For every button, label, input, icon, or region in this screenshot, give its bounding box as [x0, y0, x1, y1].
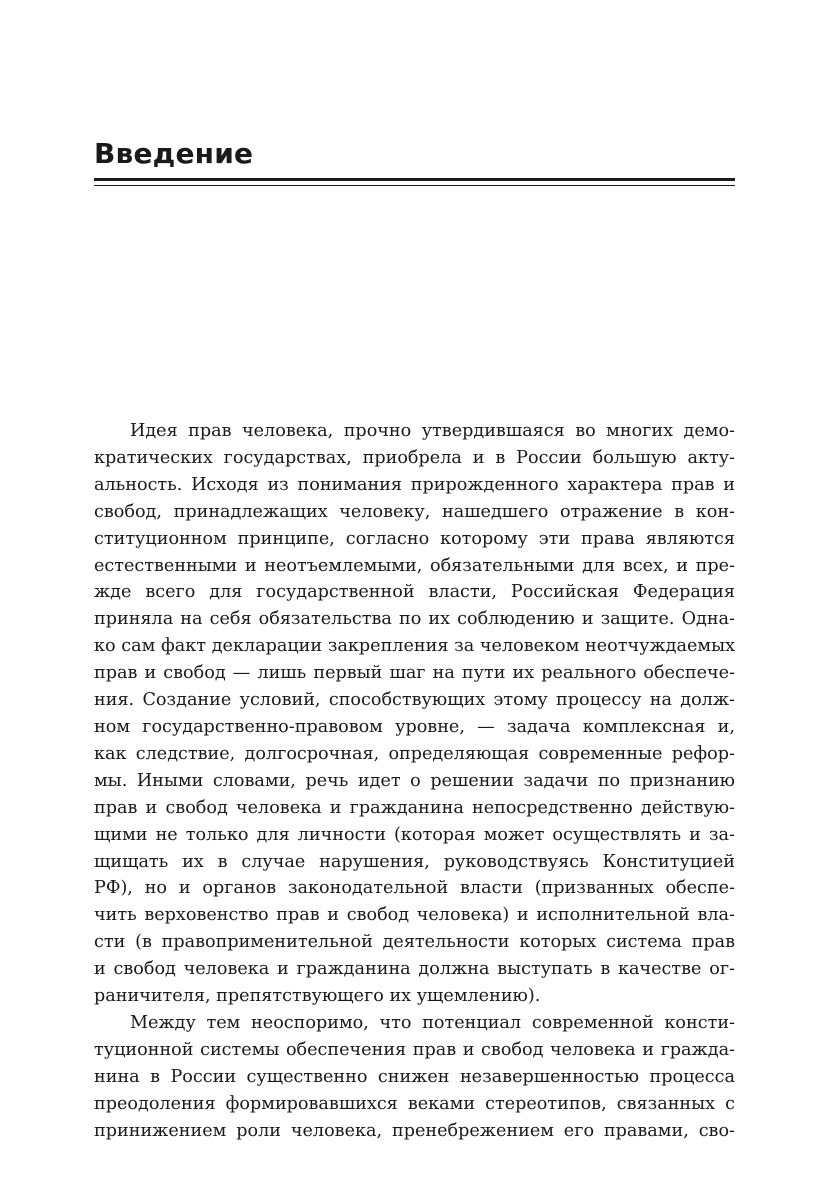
text-line: ституционном принципе, согласно которому эти права являются: [94, 528, 735, 549]
text-line: свобод, принадлежащих человеку, нашедшего отражение в кон-: [94, 501, 735, 522]
text-line: нина в России существенно снижен незавершенностью процесса: [94, 1066, 735, 1087]
text-line: прав и свобод — лишь первый шаг на пути их реального обеспече-: [94, 663, 735, 684]
text-line: щищать их в случае нарушения, руководствуясь Конституцией: [94, 851, 735, 872]
text-line: ния. Создание условий, способствующих этому процессу на долж-: [94, 690, 735, 711]
text-line: и свобод человека и гражданина должна выступать в качестве ог-: [94, 959, 735, 980]
text-line: альность. Исходя из понимания прирожденного характера прав и: [94, 474, 735, 495]
text-line: кратических государствах, приобрела и в России большую акту-: [94, 447, 735, 468]
text-line: принижением роли человека, пренебрежением его правами, сво-: [94, 1120, 735, 1141]
text-line: чить верховенство прав и свобод человека) и исполнительной вла-: [94, 905, 735, 926]
text-line: раничителя, препятствующего их ущемлению).: [94, 986, 541, 1007]
paragraph-2: [94, 1010, 735, 1145]
title-rule-thin: [94, 185, 735, 186]
title-rule-thick: [94, 178, 735, 181]
text-line: туционной системы обеспечения прав и свобод человека и гражда-: [94, 1039, 735, 1060]
text-line: ном государственно-правовом уровне, — задача комплексная и,: [94, 716, 735, 737]
text-line: Между тем неоспоримо, что потенциал современной консти-: [130, 1012, 735, 1033]
text-line: щими не только для личности (которая может осуществлять и за-: [94, 824, 735, 845]
text-line: ко сам факт декларации закрепления за человеком неотчуждаемых: [94, 636, 735, 657]
paragraph-1: [94, 418, 735, 1010]
page-title: Введение: [94, 137, 254, 170]
text-line: РФ), но и органов законодательной власти (призванных обеспе-: [94, 878, 735, 899]
text-line: приняла на себя обязательства по их соблюдению и защите. Одна-: [94, 609, 735, 630]
body-text: [94, 418, 735, 1144]
text-line: как следствие, долгосрочная, определяющая современные рефор-: [94, 743, 735, 764]
text-line: естественными и неотъемлемыми, обязательными для всех, и пре-: [94, 555, 735, 576]
text-line: Идея прав человека, прочно утвердившаяся во многих демо-: [130, 421, 735, 441]
text-line: преодоления формировавшихся веками стереотипов, связанных с: [94, 1093, 735, 1114]
text-line: жде всего для государственной власти, Российская Федерация: [94, 582, 735, 603]
text-line: сти (в правоприменительной деятельности которых система прав: [94, 932, 735, 953]
text-line: мы. Иными словами, речь идет о решении задачи по признанию: [94, 770, 735, 791]
text-line: прав и свобод человека и гражданина непосредственно действую-: [94, 797, 735, 818]
